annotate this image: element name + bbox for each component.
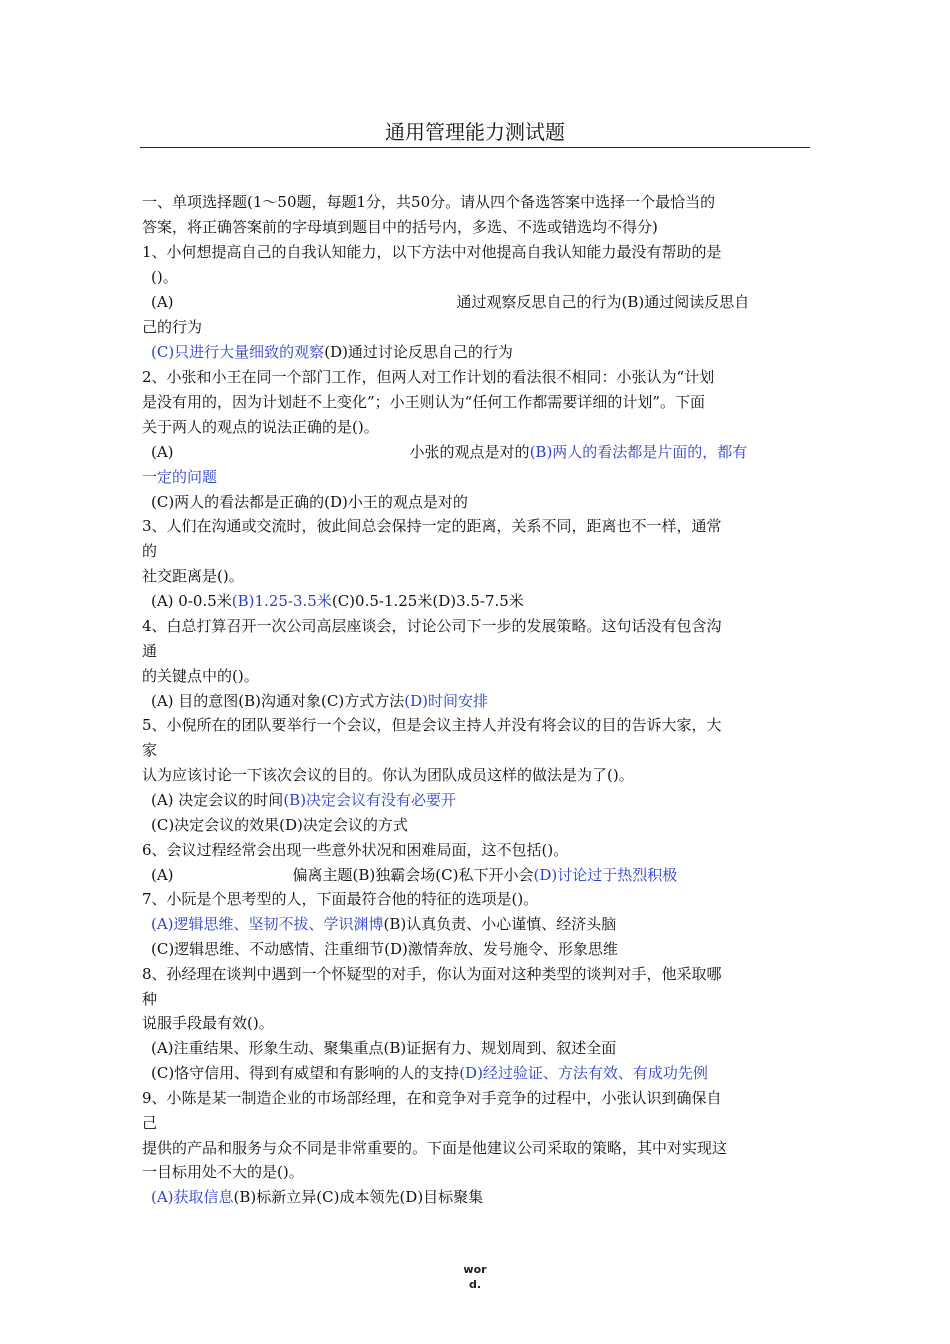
q1-stem-line-1: 1、小何想提高自己的自我认知能力，以下方法中对他提高自我认知能力最没有帮助的是	[142, 243, 722, 261]
q2-answer-option-b: (B)两人的看法都是片面的，都有	[529, 443, 748, 461]
section-intro-line-1: 一、单项选择题(1～50题，每题1分，共50分。请从四个备选答案中选择一个最恰当的	[142, 193, 716, 211]
q7-options-ab	[151, 914, 821, 934]
q3-stem-line-2: 的	[142, 542, 158, 560]
q1-stem-line-2: ()。	[151, 268, 178, 286]
q9-stem-line-2: 己	[142, 1114, 158, 1132]
q3-stem-line-1: 3、人们在沟通或交流时，彼此间总会保持一定的距离，关系不同，距离也不一样，通常	[142, 517, 722, 535]
footer-line-2: d.	[468, 1278, 482, 1291]
q6-stem: 6、会议过程经常会出现一些意外状况和困难局面，这不包括()。	[142, 841, 569, 859]
q2-answer-option-b-wrap: 一定的问题	[142, 468, 218, 486]
q4-options	[151, 691, 821, 711]
q1-options-ab-wrap: 己的行为	[142, 318, 203, 336]
q3-answer-option-b: (B)1.25-3.5米	[231, 592, 332, 610]
q8-stem-line-1: 8、孙经理在谈判中遇到一个怀疑型的对手，你认为面对这种类型的谈判对手，他采取哪	[142, 965, 722, 983]
q8-stem-line-2: 种	[142, 990, 158, 1008]
q3-option-cd: (C)0.5-1.25米(D)3.5-7.5米	[331, 592, 524, 610]
q5-options-cd: (C)决定会议的效果(D)决定会议的方式	[151, 816, 408, 834]
q8-stem-line-3: 说服手段最有效()。	[142, 1014, 274, 1032]
q9-stem-line-3: 提供的产品和服务与众不同是非常重要的。下面是他建议公司采取的策略，其中对实现这	[142, 1139, 728, 1157]
q4-stem-line-3: 的关键点中的()。	[142, 667, 259, 685]
q7-option-b: (B)认真负责、小心谨慎、经济头脑	[383, 915, 617, 933]
q1-answer-option-c: (C)只进行大量细致的观察	[151, 343, 325, 361]
q4-answer-option-d: (D)时间安排	[404, 692, 488, 710]
q8-answer-option-d: (D)经过验证、方法有效、有成功先例	[459, 1064, 708, 1082]
q5-options-ab	[151, 790, 821, 810]
q1-option-a-label: (A)	[151, 293, 174, 311]
q5-stem-line-2: 家	[142, 741, 158, 759]
q3-options	[151, 591, 821, 611]
q9-stem-line-1: 9、小陈是某一制造企业的市场部经理，在和竞争对手竞争的过程中，小张认识到确保自	[142, 1089, 722, 1107]
q9-options	[151, 1187, 821, 1207]
q1-option-a-b-text: 通过观察反思自己的行为(B)通过阅读反思自	[456, 293, 750, 311]
q7-answer-option-a: (A)逻辑思维、坚韧不拔、学识渊博	[151, 915, 384, 933]
q2-stem-line-1: 2、小张和小王在同一个部门工作，但两人对工作计划的看法很不相同：小张认为“计划	[142, 368, 715, 386]
q1-options-ab	[151, 292, 821, 312]
q8-options-cd	[151, 1063, 821, 1083]
q1-options-cd	[151, 342, 821, 362]
q7-stem: 7、小阮是个思考型的人，下面最符合他的特征的选项是()。	[142, 890, 539, 908]
q3-option-a: (A) 0-0.5米	[151, 592, 232, 610]
q8-options-ab: (A)注重结果、形象生动、聚集重点(B)证据有力、规划周到、叙述全面	[151, 1039, 617, 1057]
q4-stem-line-2: 通	[142, 642, 158, 660]
q6-options	[151, 865, 821, 885]
q9-option-bcd: (B)标新立异(C)成本领先(D)目标聚集	[233, 1188, 484, 1206]
q1-option-d: (D)通过讨论反思自己的行为	[324, 343, 513, 361]
q2-stem-line-2: 是没有用的，因为计划赶不上变化”；小王则认为“任何工作都需要详细的计划”。下面	[142, 393, 706, 411]
q4-option-abc: (A) 目的意图(B)沟通对象(C)方式方法	[151, 692, 405, 710]
q2-option-a-label: (A)	[151, 443, 174, 461]
q9-stem-line-4: 一目标用处不大的是()。	[142, 1163, 304, 1181]
section-intro-line-2: 答案，将正确答案前的字母填到题目中的括号内，多选、不选或错选均不得分)	[142, 218, 658, 236]
q7-options-cd: (C)逻辑思维、不动感情、注重细节(D)激情奔放、发号施令、形象思维	[151, 940, 618, 958]
page-footer	[455, 1262, 495, 1292]
footer-line-1: wor	[463, 1263, 487, 1276]
q9-answer-option-a: (A)获取信息	[151, 1188, 234, 1206]
q5-answer-option-b: (B)决定会议有没有必要开	[283, 791, 457, 809]
q2-stem-line-3: 关于两人的观点的说法正确的是()。	[142, 418, 379, 436]
q5-stem-line-1: 5、小倪所在的团队要举行一个会议，但是会议主持人并没有将会议的目的告诉大家，大	[142, 716, 722, 734]
q2-options-cd: (C)两人的看法都是正确的(D)小王的观点是对的	[151, 493, 468, 511]
q6-answer-option-d: (D)讨论过于热烈积极	[533, 866, 678, 884]
q6-option-a-label: (A)	[151, 866, 174, 884]
q4-stem-line-1: 4、白总打算召开一次公司高层座谈会，讨论公司下一步的发展策略。这句话没有包含沟	[142, 617, 722, 635]
page-title: 通用管理能力测试题	[140, 120, 810, 148]
q5-option-a: (A) 决定会议的时间	[151, 791, 284, 809]
q5-stem-line-3: 认为应该讨论一下该次会议的目的。你认为团队成员这样的做法是为了()。	[142, 766, 634, 784]
q3-stem-line-3: 社交距离是()。	[142, 567, 244, 585]
q2-options-ab	[151, 442, 821, 462]
q8-option-c: (C)恪守信用、得到有威望和有影响的人的支持	[151, 1064, 460, 1082]
q2-option-a-text: 小张的观点是对的	[409, 443, 530, 461]
q6-option-abc: 偏离主题(B)独霸会场(C)私下开小会	[292, 866, 534, 884]
